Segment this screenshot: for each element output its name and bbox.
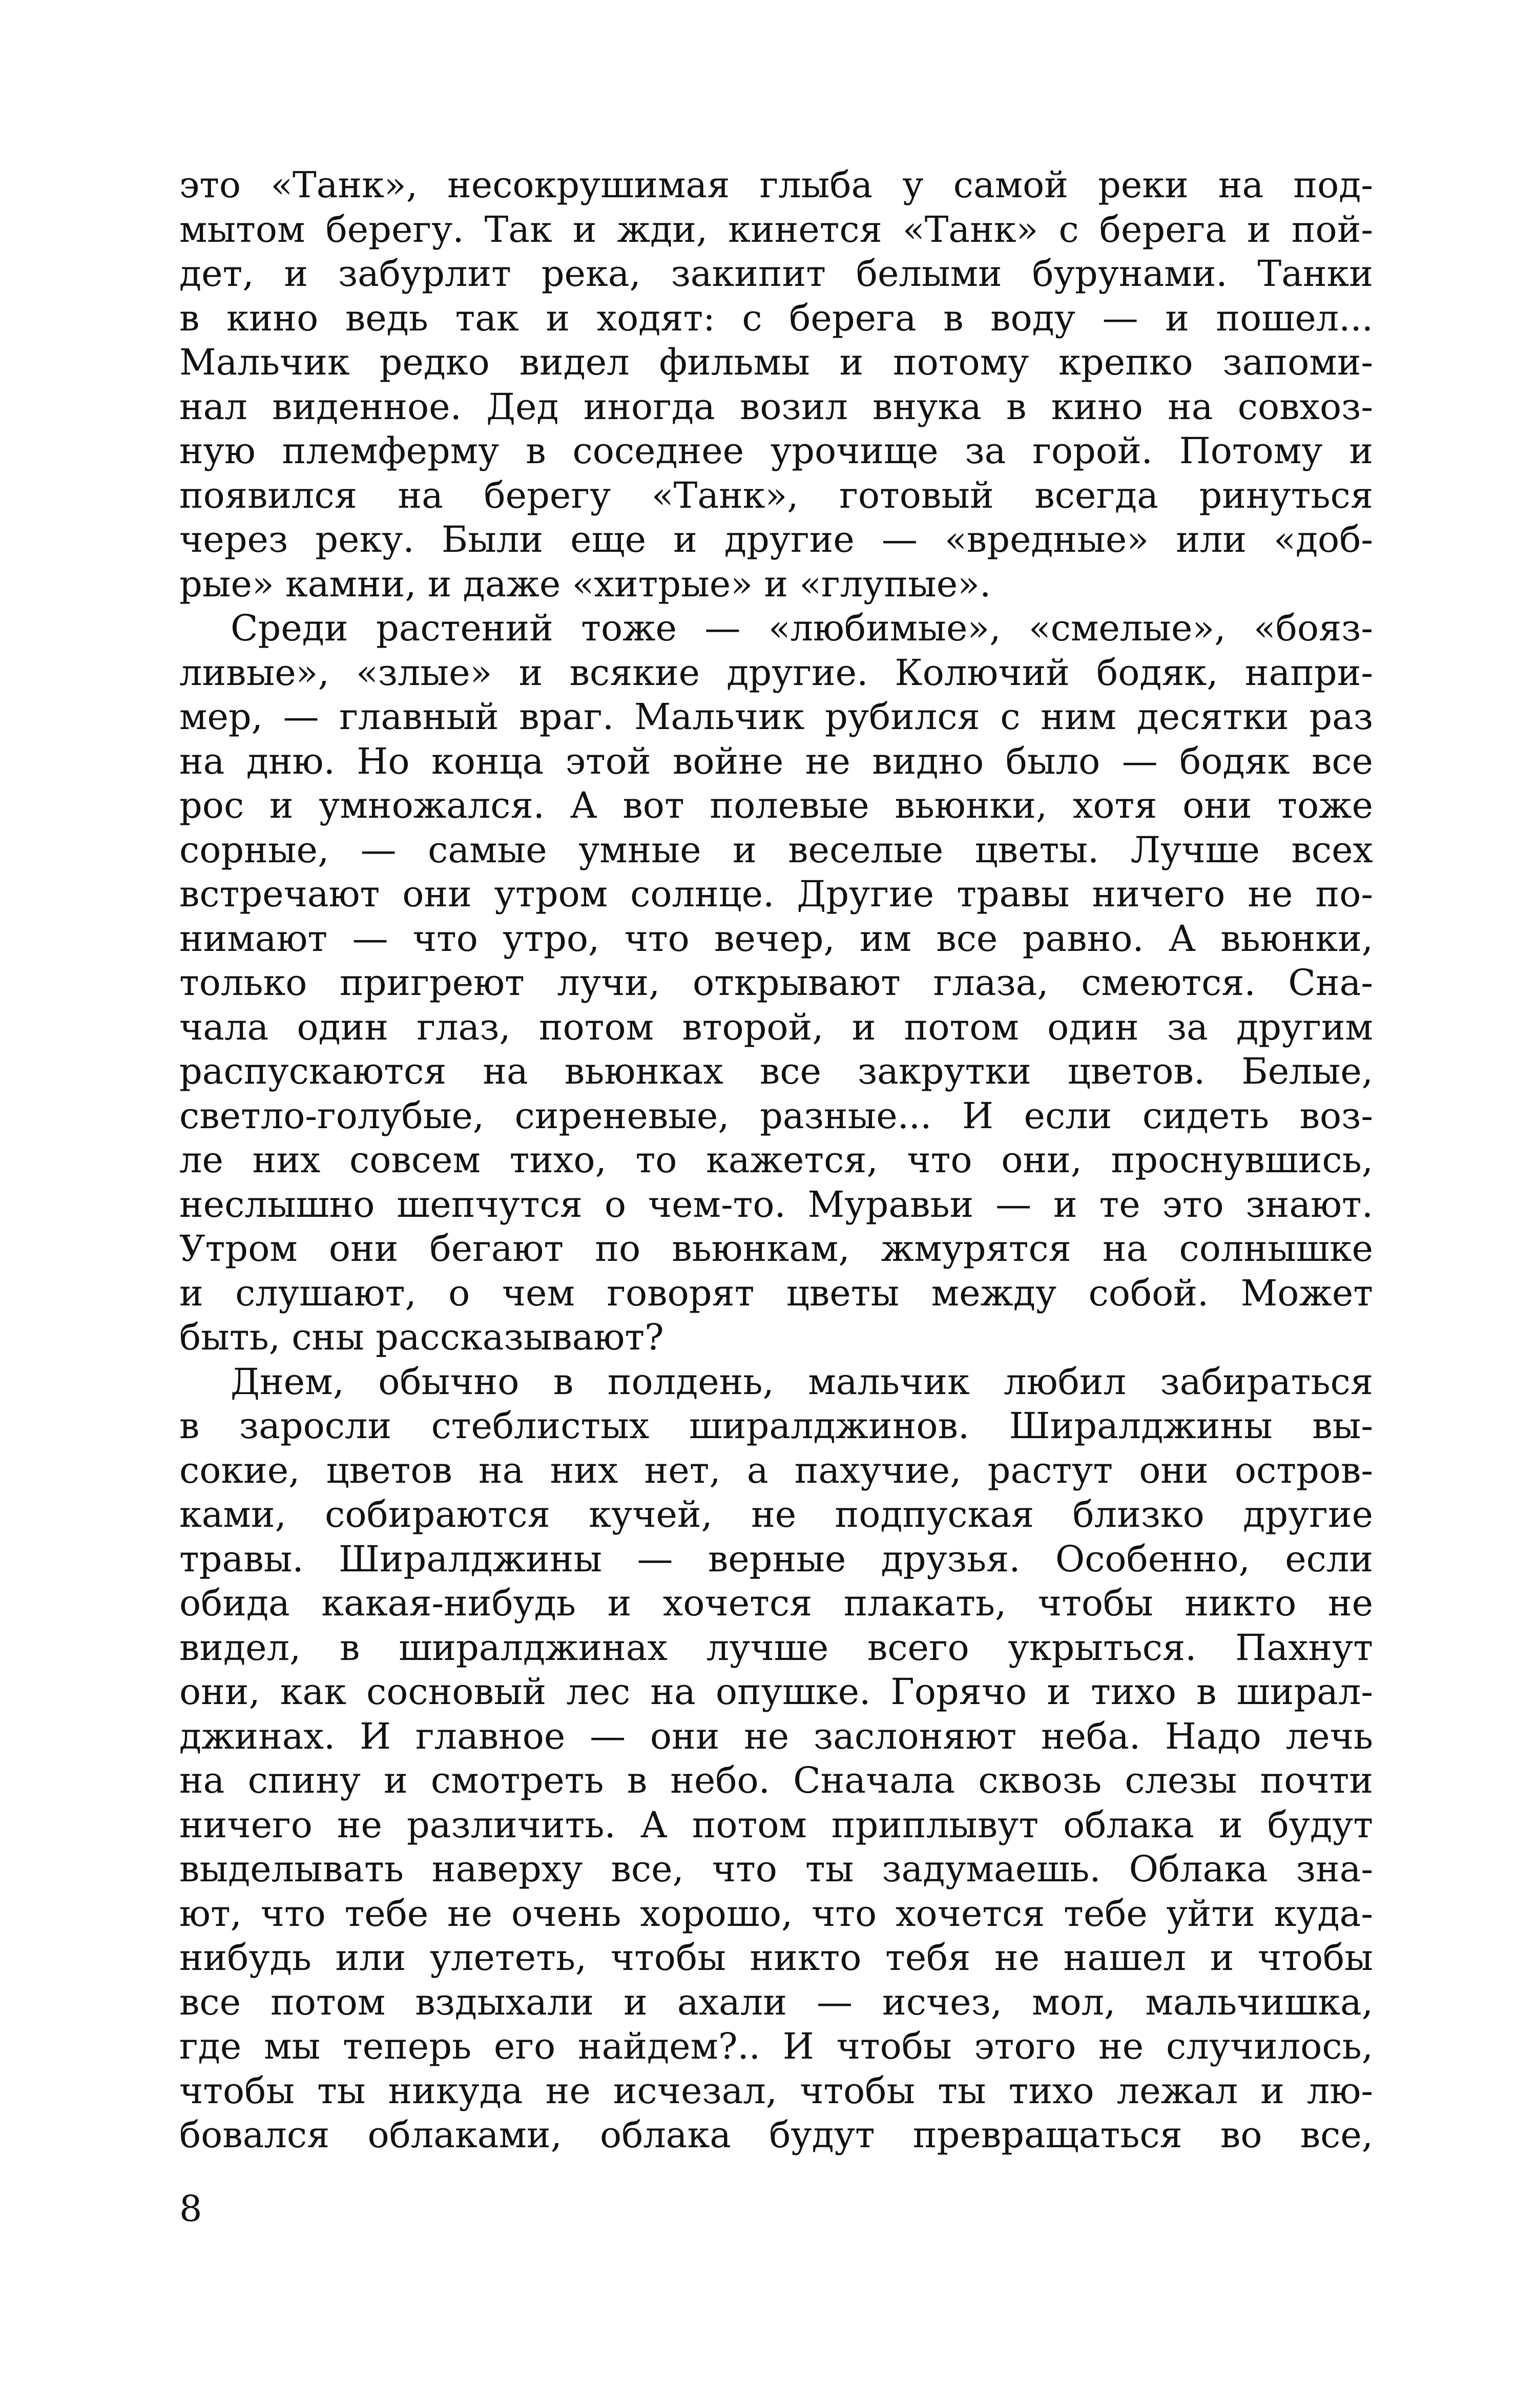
- text-line: только пригреют лучи, открывают глаза, смеются. Сна-: [179, 962, 1373, 1004]
- text-line: нибудь или улететь, чтобы никто тебя не нашел и чтобы: [179, 1937, 1373, 1979]
- text-line: где мы теперь его найдем?.. И чтобы этого не случилось,: [179, 2025, 1373, 2067]
- text-line: нимают — что утро, что вечер, им все равно. А вьюнки,: [179, 917, 1373, 960]
- text-line: дет, и забурлит река, закипит белыми бурунами. Танки: [179, 253, 1373, 295]
- page-number: 8: [179, 2188, 202, 2230]
- text-line: Днем, обычно в полдень, мальчик любил забираться: [231, 1360, 1373, 1403]
- text-line: на дню. Но конца этой войне не видно было — бодяк все: [179, 740, 1373, 782]
- text-line: нал виденное. Дед иногда возил внука в кино на совхоз-: [179, 385, 1373, 428]
- text-line: светло-голубые, сиреневые, разные... И если сидеть воз-: [179, 1094, 1373, 1137]
- text-line: мер, — главный враг. Мальчик рубился с ним десятки раз: [179, 696, 1373, 738]
- text-line: Мальчик редко видел фильмы и потому крепко запоми-: [179, 341, 1373, 383]
- body-text: [179, 163, 1373, 2157]
- text-line: распускаются на вьюнках все закрутки цветов. Белые,: [179, 1050, 1373, 1092]
- text-line: сокие, цветов на них нет, а пахучие, растут они остров-: [179, 1449, 1373, 1491]
- text-line: ле них совсем тихо, то кажется, что они, проснувшись,: [179, 1139, 1373, 1181]
- text-line: мытом берегу. Так и жди, кинется «Танк» с берега и пой-: [179, 208, 1373, 251]
- text-line: Утром они бегают по вьюнкам, жмурятся на солнышке: [179, 1228, 1373, 1270]
- text-line: все потом вздыхали и ахали — исчез, мол, мальчишка,: [179, 1981, 1373, 2023]
- text-line: быть, сны рассказывают?: [179, 1316, 664, 1358]
- text-line: в заросли стеблистых ширалджинов. Ширалджины вы-: [179, 1405, 1373, 1447]
- text-line: ничего не различить. А потом приплывут облака и будут: [179, 1803, 1373, 1846]
- text-line: рые» камни, и даже «хитрые» и «глупые».: [179, 563, 991, 605]
- text-line: ками, собираются кучей, не подпуская близко другие: [179, 1493, 1373, 1535]
- text-line: встречают они утром солнце. Другие травы ничего не по-: [179, 873, 1373, 915]
- text-line: выделывать наверху все, что ты задумаешь. Облака зна-: [179, 1848, 1373, 1890]
- text-line: рос и умножался. А вот полевые вьюнки, хотя они тоже: [179, 784, 1373, 826]
- text-line: ют, что тебе не очень хорошо, что хочется тебе уйти куда-: [179, 1892, 1373, 1935]
- text-line: чала один глаз, потом второй, и потом один за другим: [179, 1006, 1373, 1048]
- text-line: в кино ведь так и ходят: с берега в воду — и пошел...: [179, 297, 1373, 339]
- text-line: Среди растений тоже — «любимые», «смелые», «бояз-: [231, 607, 1373, 649]
- text-line: они, как сосновый лес на опушке. Горячо и тихо в ширал-: [179, 1671, 1373, 1713]
- text-line: травы. Ширалджины — верные друзья. Особенно, если: [179, 1538, 1373, 1580]
- text-line: сорные, — самые умные и веселые цветы. Лучше всех: [179, 828, 1373, 871]
- text-line: это «Танк», несокрушимая глыба у самой реки на под-: [179, 164, 1373, 206]
- text-line: чтобы ты никуда не исчезал, чтобы ты тихо лежал и лю-: [179, 2069, 1373, 2112]
- text-line: бовался облаками, облака будут превращаться во все,: [179, 2114, 1373, 2156]
- text-line: джинах. И главное — они не заслоняют неба. Надо лечь: [179, 1715, 1373, 1757]
- text-line: ную племферму в соседнее урочище за горой. Потому и: [179, 430, 1373, 472]
- text-line: неслышно шепчутся о чем-то. Муравьи — и те это знают.: [179, 1183, 1373, 1226]
- text-line: обида какая-нибудь и хочется плакать, чтобы никто не: [179, 1582, 1373, 1624]
- text-line: видел, в ширалджинах лучше всего укрыться. Пахнут: [179, 1626, 1373, 1669]
- text-line: на спину и смотреть в небо. Сначала сквозь слезы почти: [179, 1759, 1373, 1801]
- text-line: и слушают, о чем говорят цветы между собой. Может: [179, 1272, 1373, 1314]
- text-line: появился на берегу «Танк», готовый всегда ринуться: [179, 474, 1373, 516]
- text-line: ливые», «злые» и всякие другие. Колючий бодяк, напри-: [179, 651, 1373, 694]
- text-line: через реку. Были еще и другие — «вредные» или «доб-: [179, 518, 1373, 561]
